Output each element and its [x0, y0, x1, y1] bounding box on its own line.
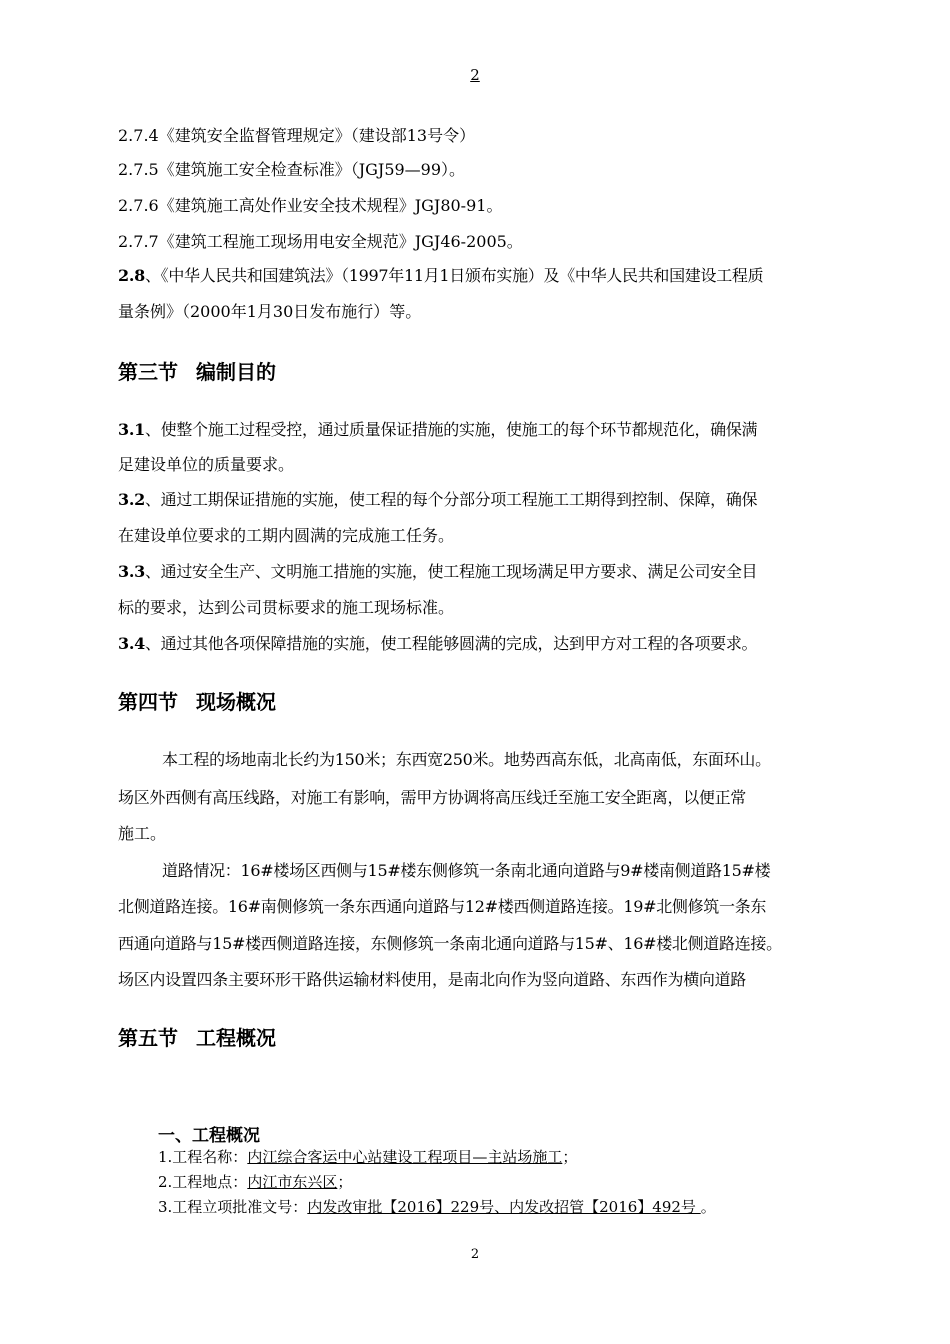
list-item-2-7-6: 2.7.6《建筑施工高处作业安全技术规程》JGJ80-91。 [118, 196, 503, 215]
paragraph-3-1 [118, 420, 757, 440]
paragraph-text: 、通过安全生产、文明施工措施的实施，使工程施工现场满足甲方要求、满足公司安全目 [144, 562, 758, 581]
project-name-row [158, 1146, 577, 1167]
section-number: 第五节 [118, 1026, 178, 1050]
paragraph-site-1: 本工程的场地南北长约为150米；东西宽250米。地势西高东低，北高南低，东面环山。 [162, 750, 771, 769]
section-number: 第四节 [118, 690, 178, 714]
section-title: 现场概况 [196, 690, 276, 714]
section-number: 第三节 [118, 360, 178, 384]
section-heading-4 [118, 686, 276, 715]
field-label: 1.工程名称： [158, 1148, 248, 1166]
field-label: 3.工程立项批准文号： [158, 1198, 308, 1216]
paragraph-number: 3.4 [118, 634, 145, 653]
paragraph-number: 3.3 [118, 562, 145, 581]
section-title: 编制目的 [196, 360, 276, 384]
list-item-text: 、《中华人民共和国建筑法》（1997年11月1日颁布实施）及《中华人民共和国建设工程质 [144, 266, 764, 285]
page-number-top: 2 [470, 66, 480, 84]
field-label: 2.工程地点： [158, 1173, 248, 1191]
field-end: ； [337, 1173, 353, 1191]
list-item-2-7-4: 2.7.4《建筑安全监督管理规定》（建设部13号令） [118, 126, 476, 145]
field-end: 。 [700, 1198, 716, 1216]
paragraph-3-4 [118, 634, 757, 654]
section-heading-3 [118, 356, 276, 385]
paragraph-roads-cont-3: 场区内设置四条主要环形干路供运输材料使用，是南北向作为竖向道路、东西作为横向道路 [118, 970, 747, 989]
paragraph-text: 、通过其他各项保障措施的实施，使工程能够圆满的完成，达到甲方对工程的各项要求。 [144, 634, 758, 653]
paragraph-3-2 [118, 490, 757, 510]
paragraph-roads-cont-1: 北侧道路连接。16#南侧修筑一条东西通向道路与12#楼西侧道路连接。19#北侧修筑一条东 [118, 897, 767, 916]
list-item-2-8 [118, 266, 763, 286]
section-title: 工程概况 [196, 1026, 276, 1050]
section-heading-5 [118, 1022, 276, 1051]
list-item-2-7-5: 2.7.5《建筑施工安全检查标准》（JGJ59—99）。 [118, 160, 466, 179]
paragraph-number: 3.2 [118, 490, 145, 509]
sub-heading-project-overview: 一、工程概况 [158, 1126, 260, 1146]
paragraph-site-1-cont: 场区外西侧有高压线路，对施工有影响，需甲方协调将高压线迁至施工安全距离，以便正常 [118, 788, 747, 807]
list-item-number: 2.8 [118, 266, 145, 285]
paragraph-3-3-cont: 标的要求，达到公司贯标要求的施工现场标准。 [118, 598, 455, 617]
paragraph-site-1-end: 施工。 [118, 824, 167, 843]
paragraph-text: 、使整个施工过程受控，通过质量保证措施的实施，使施工的每个环节都规范化，确保满 [144, 420, 758, 439]
paragraph-number: 3.1 [118, 420, 145, 439]
paragraph-3-1-cont: 足建设单位的质量要求。 [118, 455, 295, 474]
project-location-row [158, 1171, 352, 1192]
project-approval-value: 内发改审批【2016】229号、内发改招管【2016】492号 [307, 1198, 701, 1216]
project-location-value: 内江市东兴区 [247, 1173, 338, 1191]
paragraph-3-3 [118, 562, 757, 582]
paragraph-roads: 道路情况：16#楼场区西侧与15#楼东侧修筑一条南北通向道路与9#楼南侧道路15#楼 [162, 861, 771, 880]
list-item-2-7-7: 2.7.7《建筑工程施工现场用电安全规范》JGJ46-2005。 [118, 232, 523, 251]
page-number-bottom: 2 [470, 1247, 480, 1262]
project-name-value: 内江综合客运中心站建设工程项目—主站场施工 [247, 1148, 563, 1166]
field-end: ； [562, 1148, 578, 1166]
project-approval-row [158, 1196, 716, 1217]
paragraph-text: 、通过工期保证措施的实施，使工程的每个分部分项工程施工工期得到控制、保障，确保 [144, 490, 758, 509]
list-item-2-8-cont: 量条例》（2000年1月30日发布施行）等。 [118, 302, 422, 321]
paragraph-roads-cont-2: 西通向道路与15#楼西侧道路连接，东侧修筑一条南北通向道路与15#、16#楼北侧道路连接。 [118, 934, 782, 953]
paragraph-3-2-cont: 在建设单位要求的工期内圆满的完成施工任务。 [118, 526, 455, 545]
